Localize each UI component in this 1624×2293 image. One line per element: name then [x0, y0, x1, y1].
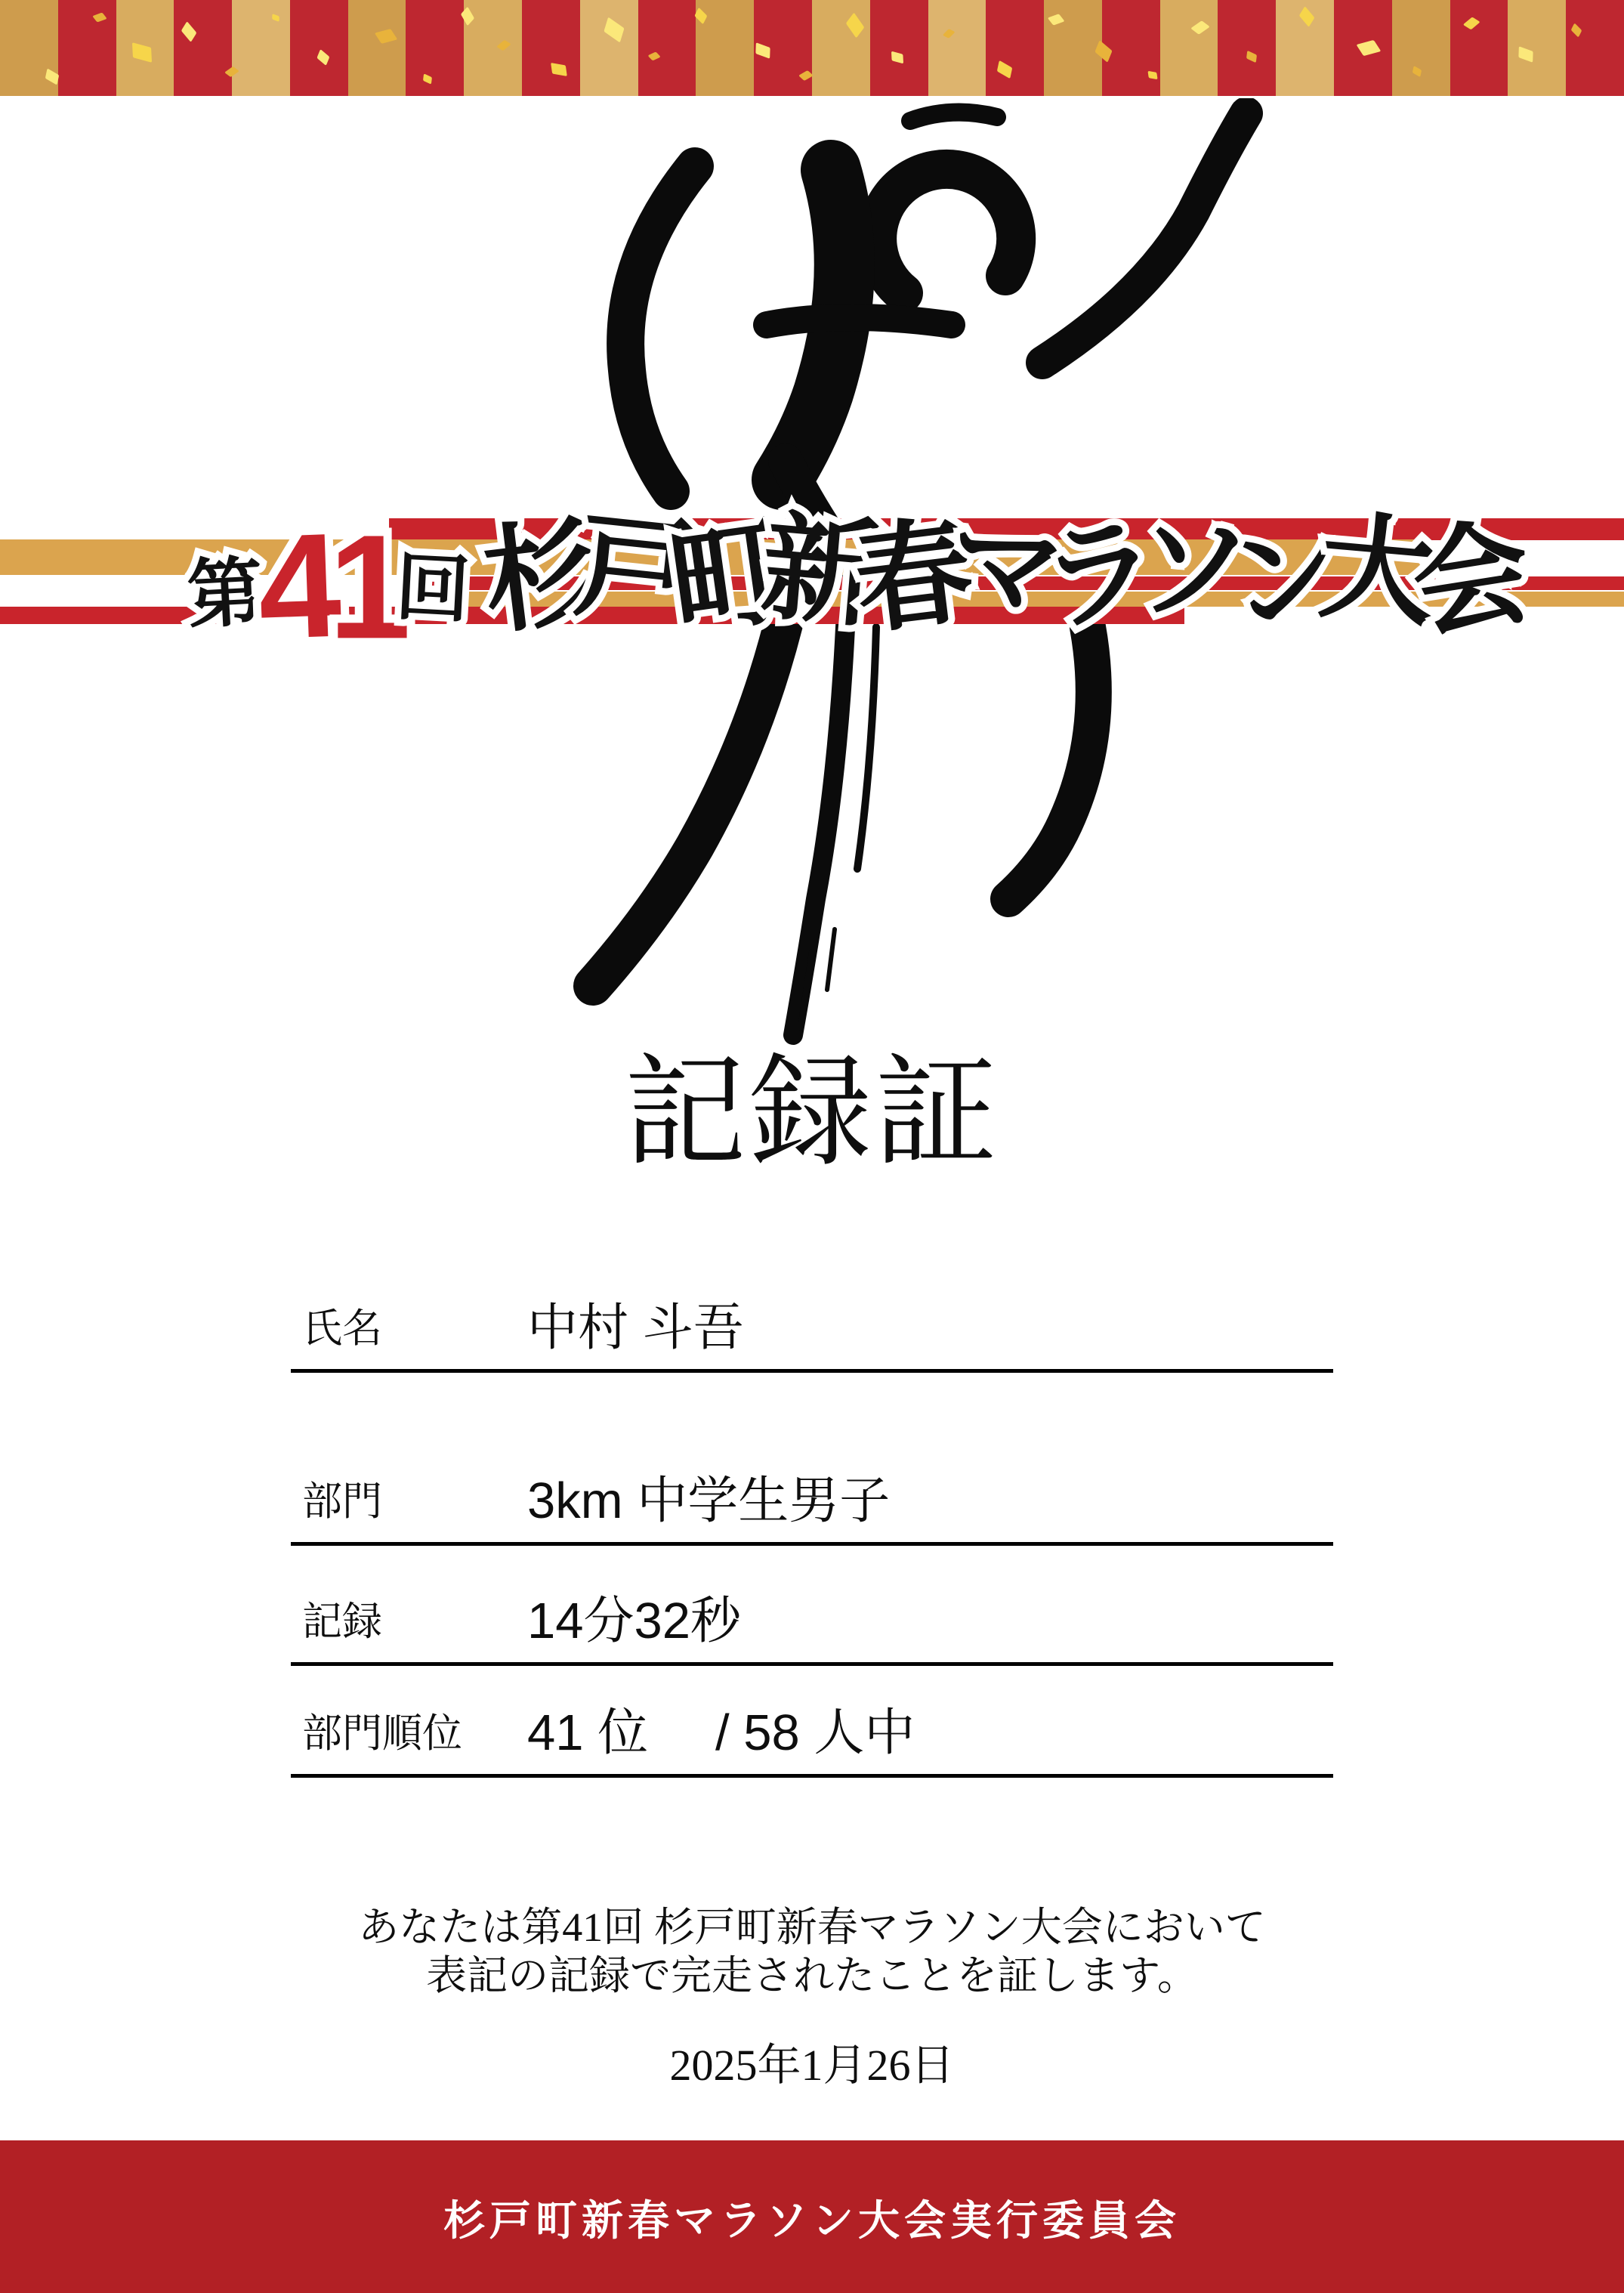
festive-top-border: [0, 0, 1624, 96]
statement-line-2: 表記の記録で完走されたことを証します。: [426, 1953, 1198, 1998]
border-stripe-gold: [1508, 0, 1566, 96]
border-stripe-red: [1102, 0, 1160, 96]
certificate-heading: 記録証: [624, 1046, 1000, 1182]
field-value-division: 3km 中学生男子: [527, 1473, 891, 1529]
banner-title-char: マ マ: [942, 504, 1048, 631]
border-stripe-gold: [348, 0, 406, 96]
border-stripe-red: [406, 0, 464, 96]
border-stripe-red: [174, 0, 232, 96]
border-stripe-red: [638, 0, 696, 96]
banner-title-char: 町 町: [662, 515, 770, 644]
footer-band: [0, 2140, 1624, 2293]
event-title-text: [476, 497, 1539, 653]
border-stripe-red: [870, 0, 928, 96]
field-value-record: 14分32秒: [527, 1593, 742, 1649]
field-row-rank: [291, 1668, 1333, 1778]
statement-date: 2025年1月26日: [669, 2041, 955, 2090]
field-label-division: 部門: [302, 1480, 382, 1524]
border-stripe-gold: [0, 0, 58, 96]
field-value-rank: 41 位: [527, 1704, 649, 1761]
border-stripe-red: [1218, 0, 1276, 96]
field-row-name: [291, 1263, 1333, 1373]
field-label-rank: 部門順位: [302, 1712, 462, 1756]
banner-title-char: 杉 杉: [477, 515, 584, 641]
event-title-prefix: [185, 549, 265, 639]
field-row-division: [291, 1436, 1333, 1546]
border-stripe-red: [1566, 0, 1624, 96]
banner-title-char: ソ ソ: [1128, 506, 1233, 632]
border-stripe-gold: [812, 0, 870, 96]
banner-title-char: 会 会: [1405, 516, 1515, 645]
border-stripe-red: [1450, 0, 1508, 96]
border-stripe-red: [986, 0, 1044, 96]
banner-title-char: 春 春: [849, 515, 956, 641]
field-label-record: 記録: [302, 1600, 382, 1644]
field-value-rank-total: / 58 人中: [715, 1704, 915, 1761]
border-stripe-red: [290, 0, 348, 96]
border-stripe-red: [522, 0, 580, 96]
border-stripe-gold: [580, 0, 638, 96]
banner-title-char: ラ ラ: [1036, 514, 1140, 639]
border-stripe-gold: [232, 0, 290, 96]
border-stripe-gold: [928, 0, 986, 96]
banner-title-char: 戸 戸: [571, 506, 675, 632]
banner-title-char: 第 第: [185, 554, 264, 633]
border-stripe-gold: [1160, 0, 1218, 96]
banner-title-char: 大 大: [1315, 508, 1418, 632]
border-stripe-gold: [1392, 0, 1450, 96]
banner-title-char: 4 4: [256, 511, 332, 662]
banner-title-char: 1 1: [329, 513, 399, 661]
border-stripe-red: [58, 0, 116, 96]
banner-title-char: ン ン: [1220, 515, 1328, 644]
banner-title-char: 回 回: [394, 550, 472, 628]
border-stripe-gold: [464, 0, 522, 96]
field-label-name: 氏名: [302, 1307, 382, 1351]
field-value-name: 中村 斗吾: [527, 1299, 744, 1356]
event-title-counter: [394, 545, 472, 634]
statement-line-1: あなたは第41回 杉戸町新春マラソン大会において: [358, 1905, 1266, 1950]
organizer-name: 杉戸町新春マラソン大会実行委員会: [443, 2197, 1181, 2244]
border-stripe-gold: [1044, 0, 1102, 96]
banner-title-char: 新 新: [758, 508, 860, 632]
field-row-record: [291, 1556, 1333, 1666]
event-edition-number: [255, 498, 402, 672]
